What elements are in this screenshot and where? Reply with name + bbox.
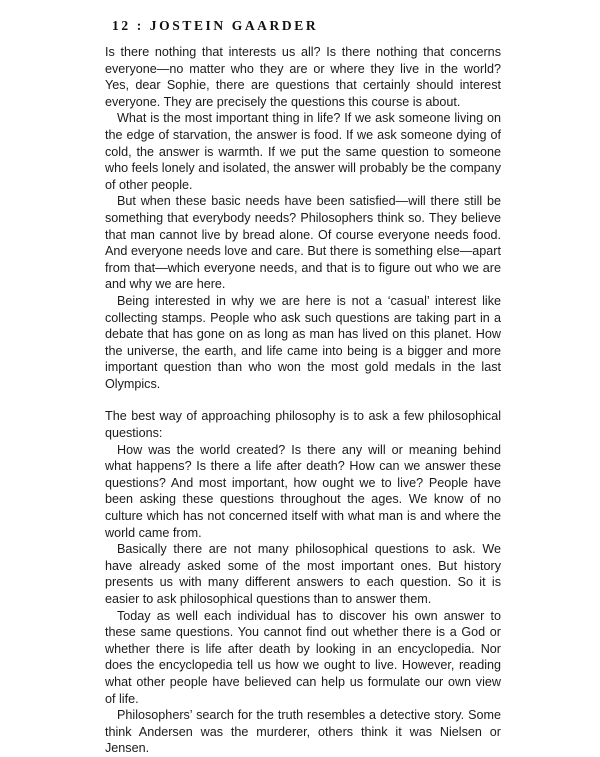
paragraph: Basically there are not many philosophical questions to ask. We have already asked some of the most important ones. But history presents us with many different answers to each question. So it is easier to ask philosophical questions than to answer them. xyxy=(105,542,501,606)
paragraph: Philosophers’ search for the truth resembles a detective story. Some think Andersen was the murderer, others think it was Nielsen or Jensen. xyxy=(105,708,501,756)
body-text xyxy=(105,44,501,757)
paragraph: The best way of approaching philosophy is to ask a few philosophical questions: xyxy=(105,409,501,441)
header-separator: : xyxy=(136,18,144,33)
paragraph: Is there nothing that interests us all? Is there nothing that concerns everyone—no matter who they are or where they live in the world? Yes, dear Sophie, there are questions that certainly should interest everyone. They are precisely the questions this course is about. xyxy=(105,45,501,109)
author-name: JOSTEIN GAARDER xyxy=(149,18,319,33)
paragraph: Today as well each individual has to discover his own answer to these same questions. You cannot find out whether there is a God or whether there is life after death by looking in an encyclopedia. Nor does the encyclopedia tell us how we ought to live. However, reading what other people have believed can help us formulate our own view of life. xyxy=(105,608,501,706)
paragraph: How was the world created? Is there any will or meaning behind what happens? Is there a life after death? How can we answer these questions? And most important, how ought we to live? People have been asking these questions throughout the ages. We know of no culture which has not concerned itself with what man is and where the world came from. xyxy=(105,442,501,540)
running-head xyxy=(112,18,318,34)
paragraph: What is the most important thing in life? If we ask someone living on the edge of starvation, the answer is food. If we ask someone dying of cold, the answer is warmth. If we put the same question to someone who feels lonely and isolated, the answer will probably be the company of other people. xyxy=(105,111,501,192)
paragraph: Being interested in why we are here is not a ‘casual’ interest like collecting stamps. People who ask such questions are taking part in a debate that has gone on as long as man has lived on this planet. How the universe, the earth, and life came into being is a bigger and more important question than who won the most gold medals in the last Olympics. xyxy=(105,293,501,391)
paragraph: But when these basic needs have been satisfied—will there still be something that everybody needs? Philosophers think so. They believe that man cannot live by bread alone. Of course everyone needs food. And everyone needs love and care. But there is something else—apart from that—which everyone needs, and that is to figure out who we are and why we are here. xyxy=(105,194,501,292)
section-break xyxy=(105,392,501,408)
page-number: 12 xyxy=(112,18,131,33)
